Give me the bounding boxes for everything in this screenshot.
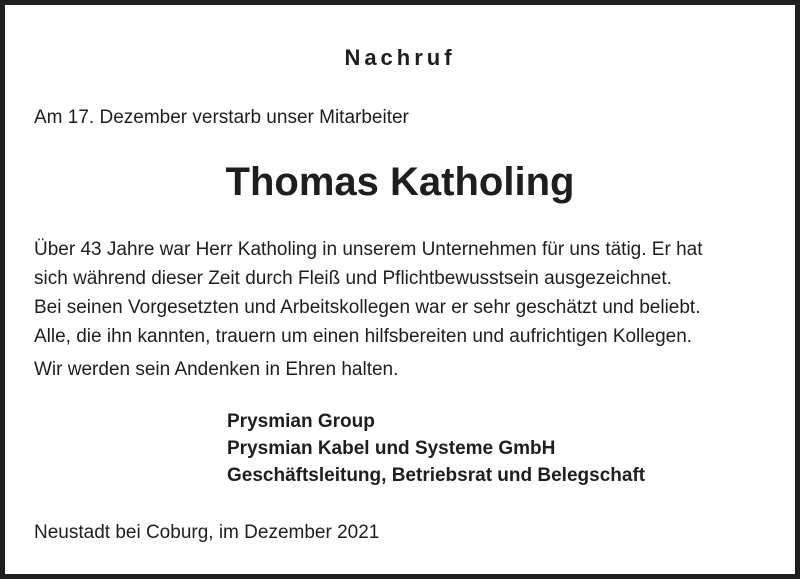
paragraph-line: Wir werden sein Andenken in Ehren halten. [34, 359, 399, 380]
signature-staff: Geschäftsleitung, Betriebsrat und Belegschaft [227, 465, 646, 486]
paragraph-line: Über 43 Jahre war Herr Katholing in unserem Unternehmen für uns tätig. Er hat [34, 239, 703, 260]
paragraph-line: Bei seinen Vorgesetzten und Arbeitskollegen war er sehr geschätzt und beliebt. [34, 297, 701, 318]
paragraph-line: Alle, die ihn kannten, trauern um einen hilfsbereiten und aufrichtigen Kollegen. [34, 326, 693, 347]
tribute-paragraph-1 [34, 235, 774, 293]
place-date: Neustadt bei Coburg, im Dezember 2021 [34, 522, 380, 543]
tribute-paragraph-2 [34, 293, 774, 351]
signature-company-group: Prysmian Group [227, 411, 375, 432]
notice-heading: Nachruf [344, 45, 456, 70]
deceased-name: Thomas Katholing [225, 160, 575, 204]
closing-paragraph [34, 355, 774, 384]
intro-text: Am 17. Dezember verstarb unser Mitarbeiter [34, 107, 409, 128]
paragraph-line: sich während dieser Zeit durch Fleiß und Pflichtbewusstsein ausgezeichnet. [34, 268, 672, 289]
signature-block [227, 408, 645, 489]
signature-company: Prysmian Kabel und Systeme GmbH [227, 438, 556, 459]
